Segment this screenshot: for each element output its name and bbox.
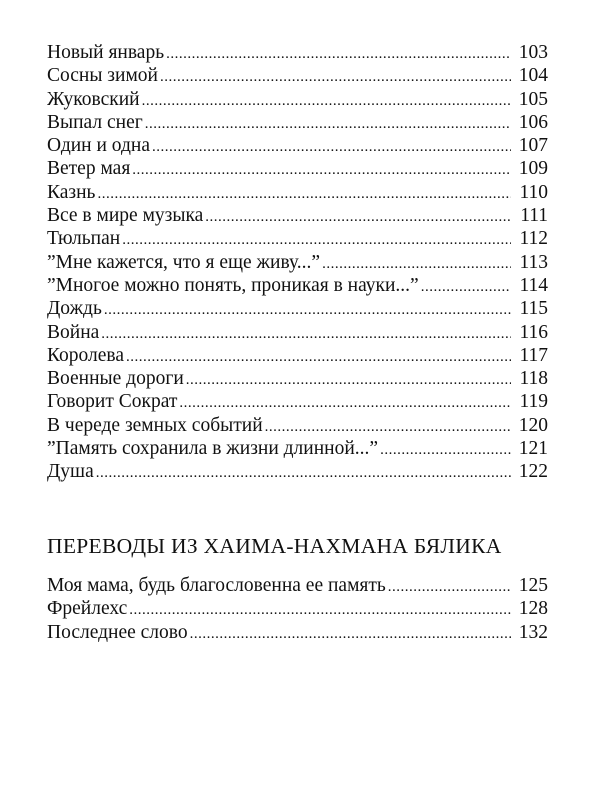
toc-entry-title: Один и одна	[47, 135, 151, 157]
toc-entry-page-number: 120	[518, 414, 548, 436]
toc-entry-page-number: 109	[518, 158, 548, 180]
toc-entry-title: Война	[47, 321, 100, 343]
toc-entry-title: Дождь	[47, 298, 102, 320]
toc-entry-page-number: 104	[518, 65, 548, 87]
toc-entry	[47, 344, 548, 367]
toc-entry	[47, 134, 548, 157]
dot-leader	[145, 117, 511, 132]
toc-entry-page-number: 132	[518, 621, 548, 643]
dot-leader	[160, 70, 511, 85]
toc-entry-title: Последнее слово	[47, 621, 188, 643]
toc-entry-title: Моя мама, будь благословенна ее память	[47, 575, 386, 596]
toc-entry	[47, 460, 548, 483]
toc-entry	[47, 321, 548, 344]
toc-entry-page-number: 122	[518, 461, 548, 483]
toc-entry	[47, 621, 548, 644]
toc-entry	[47, 437, 548, 460]
toc-entry-page-number: 112	[519, 228, 548, 250]
toc-entry-title: Королева	[47, 344, 125, 366]
toc-entry-title: В череде земных событий	[47, 414, 263, 436]
toc-entry	[47, 181, 548, 204]
toc-entry-page-number: 110	[519, 181, 548, 203]
toc-entry	[47, 41, 548, 64]
toc-entry	[47, 88, 548, 111]
dot-leader	[126, 350, 511, 365]
toc-entry-title: Казнь	[47, 181, 96, 203]
toc-entry-title: Выпал снег	[47, 111, 143, 133]
toc-entry-title: ”Мне кажется, что я еще живу...”	[47, 251, 321, 273]
toc-entry-page-number: 114	[519, 274, 548, 296]
toc-entry-page-number: 103	[518, 42, 548, 63]
table-of-contents-main	[47, 41, 548, 484]
toc-entry-title: Фрейлехс	[47, 598, 128, 620]
dot-leader	[179, 396, 511, 411]
toc-entry-page-number: 118	[519, 368, 548, 390]
toc-entry-page-number: 106	[518, 111, 548, 133]
toc-entry-title: Говорит Сократ	[47, 391, 178, 413]
toc-entry-page-number: 125	[518, 575, 548, 596]
toc-entry	[47, 64, 548, 87]
toc-entry-page-number: 111	[520, 205, 548, 227]
toc-entry	[47, 390, 548, 413]
toc-entry	[47, 157, 548, 180]
dot-leader	[132, 163, 511, 178]
toc-entry	[47, 274, 548, 297]
dot-leader	[380, 443, 511, 458]
dot-leader	[101, 327, 511, 342]
toc-entry-title: Военные дороги	[47, 368, 184, 390]
dot-leader	[97, 187, 511, 202]
toc-entry	[47, 227, 548, 250]
dot-leader	[322, 257, 511, 272]
toc-entry-title: Тюльпан	[47, 228, 121, 250]
dot-leader	[388, 580, 511, 595]
dot-leader	[265, 420, 511, 435]
toc-entry-page-number: 113	[519, 251, 548, 273]
dot-leader	[205, 210, 511, 225]
dot-leader	[129, 603, 511, 618]
toc-entry	[47, 204, 548, 227]
toc-entry-title: Сосны зимой	[47, 65, 158, 87]
toc-entry	[47, 574, 548, 597]
toc-entry-title: Жуковский	[47, 88, 140, 110]
toc-entry-page-number: 119	[519, 391, 548, 413]
toc-entry-page-number: 105	[518, 88, 548, 110]
dot-leader	[122, 233, 511, 248]
dot-leader	[421, 280, 511, 295]
dot-leader	[190, 627, 511, 642]
table-of-contents-translations	[47, 574, 548, 644]
toc-entry-page-number: 116	[519, 321, 548, 343]
toc-entry	[47, 414, 548, 437]
toc-entry-title: Все в мире музыка	[47, 205, 204, 227]
toc-entry	[47, 367, 548, 390]
dot-leader	[152, 140, 511, 155]
dot-leader	[166, 47, 511, 62]
toc-entry-title: ”Многое можно понять, проникая в науки...”	[47, 274, 419, 296]
toc-entry-title: ”Память сохранила в жизни длинной...”	[47, 438, 379, 460]
dot-leader	[142, 94, 511, 109]
dot-leader	[186, 373, 511, 388]
dot-leader	[104, 303, 511, 318]
toc-entry-page-number: 128	[518, 598, 548, 620]
toc-entry	[47, 251, 548, 274]
toc-entry-page-number: 117	[519, 344, 548, 366]
toc-entry-title: Ветер мая	[47, 158, 131, 180]
toc-entry	[47, 111, 548, 134]
section-heading: ПЕРЕВОДЫ ИЗ ХАИМА-НАХМАНА БЯЛИКА	[47, 534, 502, 558]
toc-entry-page-number: 107	[518, 135, 548, 157]
dot-leader	[96, 466, 511, 481]
toc-entry-title: Душа	[47, 461, 94, 483]
toc-entry-page-number: 121	[518, 438, 548, 460]
toc-entry	[47, 297, 548, 320]
toc-entry-title: Новый январь	[47, 42, 165, 63]
toc-entry	[47, 597, 548, 620]
toc-entry-page-number: 115	[519, 298, 548, 320]
